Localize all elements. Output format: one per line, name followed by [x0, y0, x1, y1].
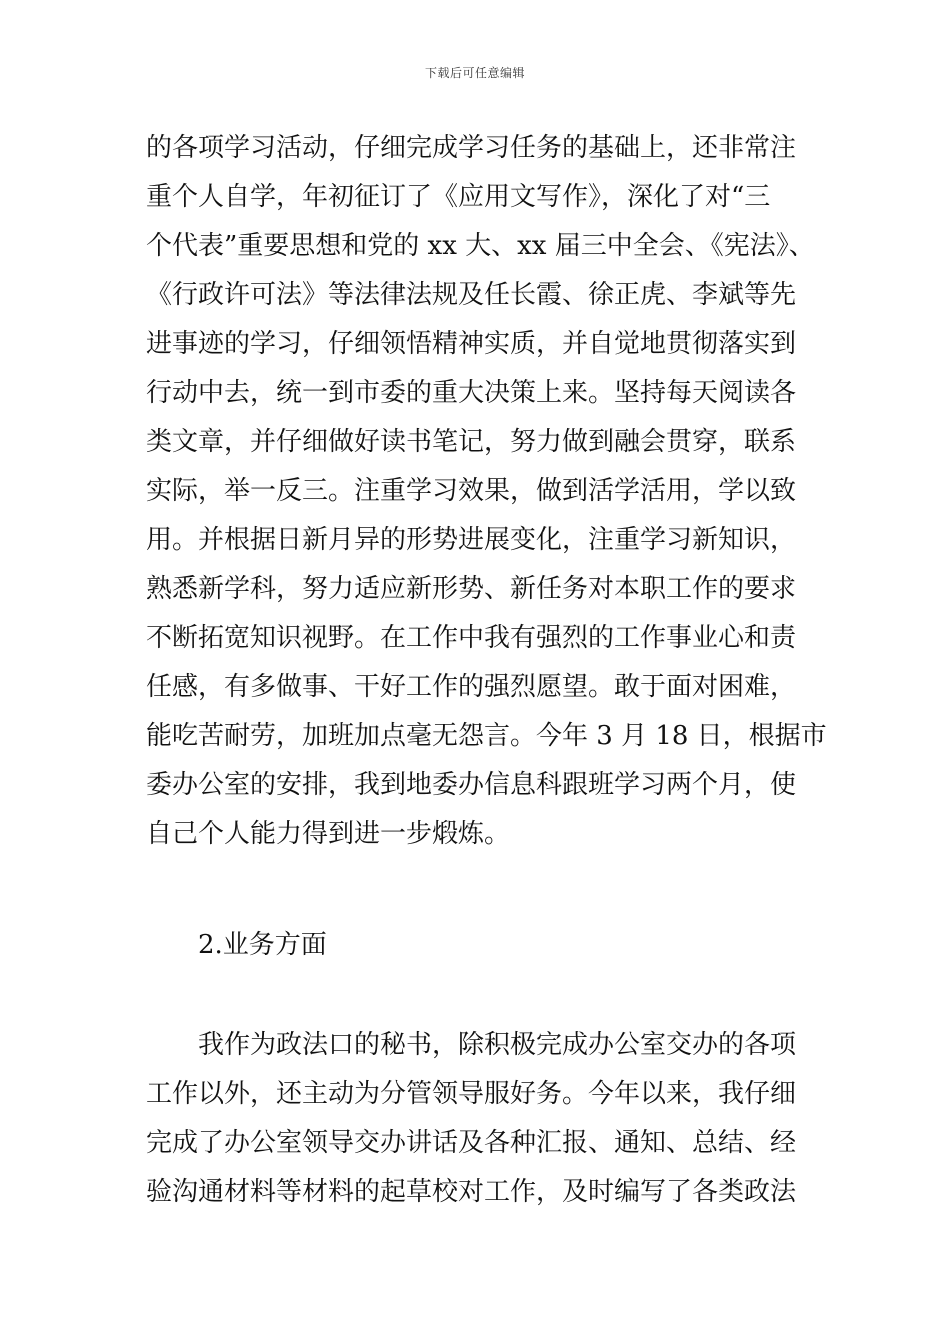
paragraph-study: [146, 124, 827, 859]
text-line: 任感，有多做事、干好工作的强烈愿望。敢于面对困难，: [146, 672, 797, 702]
text-line: 能吃苦耐劳，加班加点毫无怨言。今年 3 月 18 日，根据市: [146, 721, 827, 751]
text-line: 完成了办公室领导交办讲话及各种汇报、通知、总结、经: [146, 1128, 797, 1158]
text-line: 《行政许可法》等法律法规及任长霞、徐正虎、李斌等先: [146, 280, 797, 310]
text-line: 自己个人能力得到进一步煅炼。: [146, 819, 511, 849]
page-header: 下载后可任意编辑: [424, 66, 525, 80]
text-line: 个代表”重要思想和党的 xx 大、xx 届三中全会、《宪法》、: [146, 231, 815, 261]
text-line: 用。并根据日新月异的形势进展变化，注重学习新知识，: [146, 525, 797, 555]
section-heading-block: [146, 921, 816, 970]
section-heading: 2.业务方面: [198, 930, 327, 960]
text-line: 行动中去，统一到市委的重大决策上来。坚持每天阅读各: [146, 378, 797, 408]
text-line: 委办公室的安排，我到地委办信息科跟班学习两个月，使: [146, 770, 797, 800]
text-line: 实际，举一反三。注重学习效果，做到活学活用，学以致: [146, 476, 797, 506]
text-line: 重个人自学，年初征订了《应用文写作》，深化了对“三: [146, 182, 771, 212]
text-line: 我作为政法口的秘书，除积极完成办公室交办的各项: [198, 1030, 797, 1060]
text-line: 工作以外，还主动为分管领导服好务。今年以来，我仔细: [146, 1079, 797, 1109]
text-line: 验沟通材料等材料的起草校对工作，及时编写了各类政法: [146, 1177, 797, 1207]
text-line: 类文章，并仔细做好读书笔记，努力做到融会贯穿，联系: [146, 427, 797, 457]
text-line: 不断拓宽知识视野。在工作中我有强烈的工作事业心和责: [146, 623, 797, 653]
text-line: 的各项学习活动，仔细完成学习任务的基础上，还非常注: [146, 133, 797, 163]
text-line: 进事迹的学习，仔细领悟精神实质，并自觉地贯彻落实到: [146, 329, 797, 359]
text-line: 熟悉新学科，努力适应新形势、新任务对本职工作的要求: [146, 574, 797, 604]
paragraph-business: [146, 1021, 816, 1217]
